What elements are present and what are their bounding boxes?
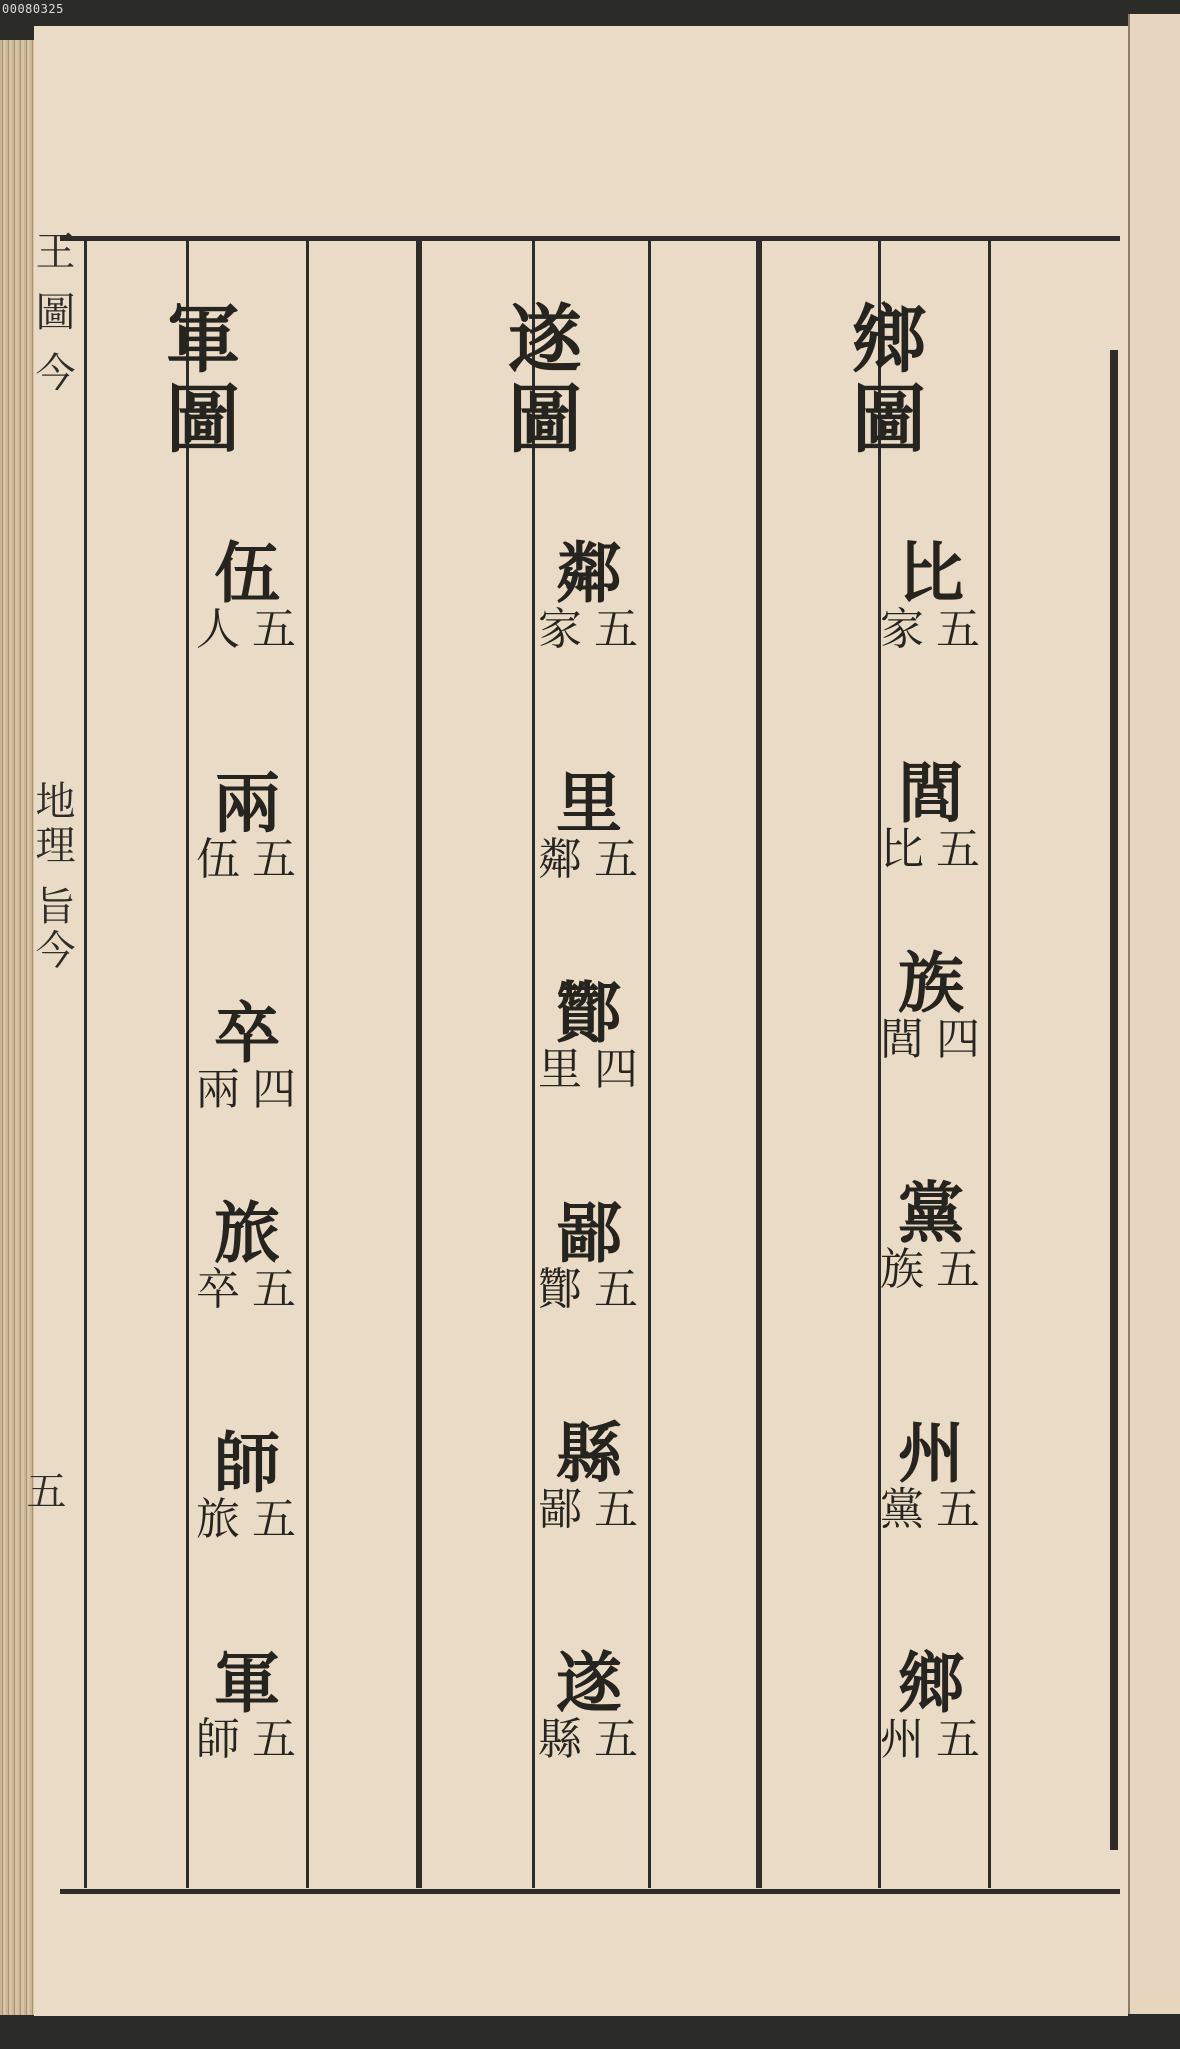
diagram-title-sui: 遂圖: [496, 300, 582, 460]
entry-unit: 遂: [556, 1644, 622, 1722]
entry-of: 里: [538, 1044, 582, 1095]
rule: [186, 236, 189, 1888]
entry-count: 五: [594, 834, 638, 885]
entry-unit: 鄙: [556, 1194, 622, 1272]
diagram-entry: [196, 764, 306, 920]
entry-of: 鄰: [538, 834, 582, 885]
diagram-entry: [880, 754, 990, 910]
entry-of: 比: [880, 824, 924, 875]
entry-unit: 里: [556, 764, 622, 842]
entry-count: 四: [936, 1014, 980, 1065]
entry-unit: 鄉: [898, 1644, 964, 1722]
entry-unit: 伍: [214, 534, 280, 612]
diagram-entry: [538, 764, 648, 920]
diagram-entry: [538, 534, 648, 690]
diagram-entry: [880, 1644, 990, 1800]
entry-of: 州: [880, 1714, 924, 1765]
diagram-entry: [196, 1424, 306, 1580]
diagram-entry: [880, 1174, 990, 1330]
entry-count: 五: [936, 604, 980, 655]
entry-of: 家: [538, 604, 582, 655]
entry-count: 五: [936, 824, 980, 875]
diagram-entry: [880, 1414, 990, 1570]
entry-unit: 州: [898, 1414, 964, 1492]
page-number: 五: [20, 1470, 66, 1510]
entry-unit: 比: [898, 534, 964, 612]
entry-unit: 師: [214, 1424, 280, 1502]
entry-of: 家: [880, 604, 924, 655]
entry-unit: 酇: [556, 974, 622, 1052]
scan-id: 00080325: [2, 2, 64, 16]
diagram-entry: [538, 1414, 648, 1570]
diagram-entry: [196, 1194, 306, 1350]
entry-unit: 閭: [898, 754, 964, 832]
rule: [416, 236, 422, 1888]
entry-unit: 軍: [214, 1644, 280, 1722]
diagram-title-xiang: 鄉圖: [840, 300, 926, 460]
entry-count: 五: [252, 834, 296, 885]
entry-count: 四: [252, 1064, 296, 1115]
entry-of: 伍: [196, 834, 240, 885]
entry-count: 五: [936, 1714, 980, 1765]
rule: [756, 236, 762, 1888]
diagram-title-jun: 軍圖: [154, 300, 240, 460]
diagram-entry: [880, 944, 990, 1100]
entry-count: 五: [594, 1484, 638, 1535]
diagram-entry: [538, 974, 648, 1130]
diagram-entry: [880, 534, 990, 690]
entry-count: 五: [936, 1484, 980, 1535]
entry-count: 五: [252, 1264, 296, 1315]
gutter-section: 地理 旨今: [29, 780, 75, 973]
gutter-title: 王 圖 今: [29, 230, 75, 396]
entry-of: 師: [196, 1714, 240, 1765]
entry-count: 五: [594, 1714, 638, 1765]
rule: [84, 236, 87, 1888]
entry-count: 四: [594, 1044, 638, 1095]
entry-count: 五: [594, 604, 638, 655]
entry-unit: 縣: [556, 1414, 622, 1492]
diagram-entry: [196, 534, 306, 690]
entry-of: 黨: [880, 1484, 924, 1535]
rule: [648, 236, 651, 1888]
entry-unit: 鄰: [556, 534, 622, 612]
rule: [306, 236, 309, 1888]
entry-of: 鄙: [538, 1484, 582, 1535]
frame-right-border: [1110, 350, 1118, 1850]
entry-of: 人: [196, 604, 240, 655]
diagram-entry: [538, 1644, 648, 1800]
entry-unit: 兩: [214, 764, 280, 842]
entry-unit: 旅: [214, 1194, 280, 1272]
adjacent-page: [1128, 14, 1180, 2014]
entry-count: 五: [252, 1494, 296, 1545]
entry-of: 卒: [196, 1264, 240, 1315]
diagram-entry: [196, 1644, 306, 1800]
diagram-entry: [196, 994, 306, 1150]
entry-of: 族: [880, 1244, 924, 1295]
entry-of: 兩: [196, 1064, 240, 1115]
entry-unit: 黨: [898, 1174, 964, 1252]
entry-count: 五: [252, 1714, 296, 1765]
entry-count: 五: [252, 604, 296, 655]
entry-of: 酇: [538, 1264, 582, 1315]
entry-count: 五: [936, 1244, 980, 1295]
diagram-entry: [538, 1194, 648, 1350]
entry-of: 縣: [538, 1714, 582, 1765]
rule: [532, 236, 535, 1888]
entry-of: 旅: [196, 1494, 240, 1545]
entry-count: 五: [594, 1264, 638, 1315]
entry-unit: 族: [898, 944, 964, 1022]
entry-unit: 卒: [214, 994, 280, 1072]
entry-of: 閭: [880, 1014, 924, 1065]
